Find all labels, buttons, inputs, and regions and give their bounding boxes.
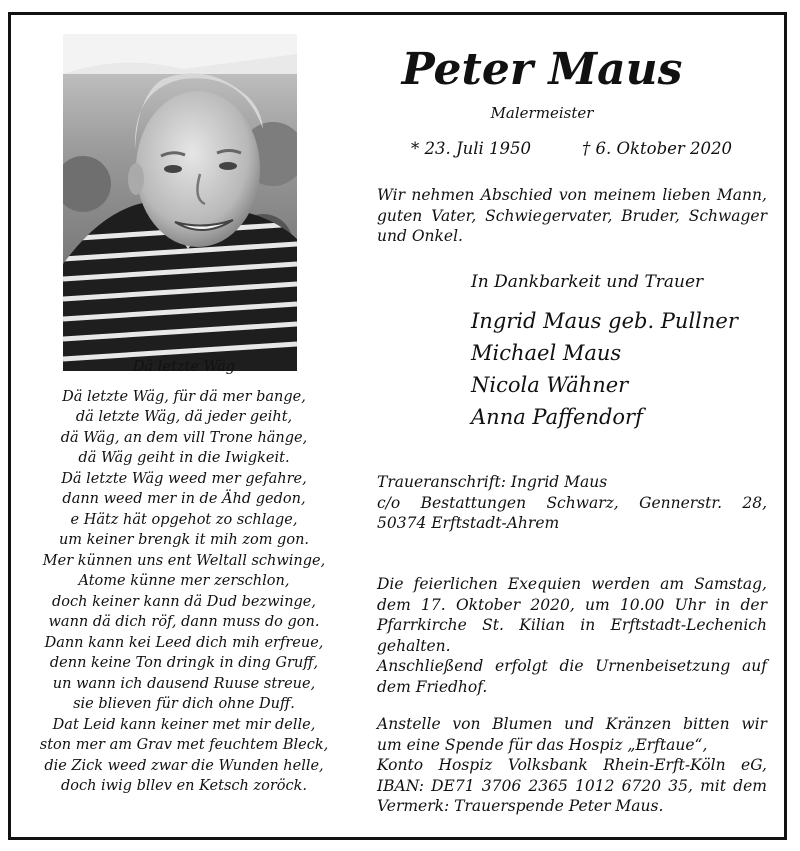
- funeral-service-text: [377, 574, 767, 697]
- word: eG,: [741, 756, 767, 774]
- word: Schwager: [688, 206, 767, 225]
- poem-line: e Hätz hät opgehot zo schlage,: [70, 511, 298, 528]
- poem-line: Dä letzte Wäg weed mer gefahre,: [61, 470, 307, 487]
- word: Blumen: [492, 715, 553, 733]
- service-line: gehalten.: [377, 636, 451, 655]
- word: von: [558, 186, 587, 204]
- word: Wir: [377, 186, 406, 204]
- word: die: [559, 657, 584, 675]
- word: guten: [377, 206, 423, 225]
- word: 10.00: [619, 595, 665, 614]
- poem-line: sie blieven für dich ohne Duff.: [73, 696, 295, 712]
- word: Hospiz: [438, 756, 493, 774]
- word: werden: [591, 575, 651, 593]
- word: am: [660, 575, 685, 593]
- poem-line: denn keine Ton dringk in ding Gruff,: [49, 655, 319, 671]
- service-line: [377, 615, 767, 636]
- farewell-line: [377, 185, 767, 206]
- word: 28,: [742, 493, 767, 512]
- word: Kränzen: [605, 715, 672, 733]
- poem: [20, 357, 348, 797]
- address-line: [377, 493, 767, 514]
- poem-line: dä Wäg geiht in die Iwigkeit.: [78, 450, 290, 466]
- word: Rhein-Erft-Köln: [603, 756, 726, 774]
- word: Exequien: [507, 575, 582, 593]
- word: der: [740, 595, 767, 614]
- word: c/o: [377, 493, 401, 512]
- poem-line: Dann kann kei Leed dich mih erfreue,: [44, 634, 324, 651]
- poem-line: dann weed mer in de Ähd gedon,: [62, 491, 306, 507]
- farewell-line: [377, 206, 767, 227]
- service-line: [377, 574, 767, 595]
- word: lieben: [662, 186, 711, 204]
- word: feierlichen: [413, 575, 498, 593]
- word: 17.: [421, 595, 446, 614]
- poem-line: un wann ich dausend Ruuse streue,: [52, 675, 316, 692]
- word: 2020,: [530, 595, 575, 614]
- poem-line: ston mer am Grav met feuchtem Bleck,: [39, 737, 329, 753]
- word: DE71: [431, 776, 475, 795]
- poem-line: Dä letzte Wäg, für dä mer bange,: [62, 388, 306, 405]
- poem-line: Mer künnen uns ent Weltall schwinge,: [42, 552, 326, 569]
- word: Erftstadt-Lechenich: [610, 616, 767, 634]
- mourners-list: [471, 305, 738, 433]
- donation-line: um eine Spende für das Hospiz „Erftaue“,: [377, 735, 708, 754]
- word: 6720: [621, 776, 662, 795]
- word: Samstag,: [694, 575, 767, 593]
- word: erfolgt: [495, 657, 548, 675]
- service-line: dem Friedhof.: [377, 677, 488, 696]
- word: Bestattungen: [420, 493, 527, 512]
- word: 2365: [528, 776, 568, 795]
- address-line: 50374 Erftstadt-Ahrem: [377, 514, 560, 532]
- death-date: † 6. Oktober 2020: [582, 139, 733, 158]
- mourner-name: Nicola Wähner: [471, 373, 629, 397]
- deceased-name: Peter Maus: [401, 44, 683, 95]
- word: Anstelle: [377, 715, 441, 733]
- word: Mann,: [716, 186, 767, 204]
- word: und: [564, 715, 595, 733]
- word: in: [580, 616, 596, 634]
- word: dem: [733, 776, 767, 795]
- word: um: [585, 595, 610, 614]
- poem-line: um keiner brengk it mih zom gon.: [58, 532, 310, 548]
- word: Konto: [377, 756, 424, 774]
- word: Anschließend: [377, 657, 484, 675]
- farewell-line: und Onkel.: [377, 227, 463, 245]
- poem-line: die Zick weed zwar die Wunden helle,: [44, 757, 324, 774]
- mourner-name: Michael Maus: [471, 341, 622, 365]
- word: Schwiegervater,: [485, 206, 613, 225]
- word: von: [452, 715, 481, 733]
- service-line: [377, 656, 767, 677]
- word: meinem: [593, 186, 657, 204]
- word: auf: [741, 657, 767, 675]
- word: 35,: [668, 776, 693, 795]
- word: nehmen: [411, 186, 475, 204]
- word: in: [715, 595, 731, 614]
- poem-line: dä letzte Wäg, dä jeder geiht,: [75, 409, 293, 425]
- word: bitten: [683, 715, 730, 733]
- word: Gennerstr.: [639, 493, 722, 512]
- word: Abschied: [480, 186, 553, 204]
- word: Oktober: [455, 595, 521, 614]
- word: Bruder,: [621, 206, 680, 225]
- word: 1012: [575, 776, 615, 795]
- profession: Malermeister: [490, 104, 594, 122]
- poem-line: wann dä dich röf, dann muss do gon.: [48, 614, 320, 630]
- farewell-text: [377, 185, 767, 247]
- word: IBAN:: [377, 776, 424, 795]
- service-line: [377, 595, 767, 616]
- donation-line: [377, 776, 767, 797]
- word: 3706: [481, 776, 522, 795]
- poem-line: doch iwig bllev en Ketsch zoröck.: [60, 778, 308, 794]
- poem-line: doch keiner kann dä Dud bezwinge,: [51, 593, 317, 610]
- mourner-name: Ingrid Maus geb. Pullner: [471, 309, 738, 333]
- word: Pfarrkirche: [377, 616, 467, 634]
- donation-line: Vermerk: Trauerspende Peter Maus.: [377, 797, 664, 815]
- word: Kilian: [519, 616, 565, 634]
- donation-text: [377, 714, 767, 817]
- word: Schwarz,: [546, 493, 619, 512]
- word: Urnenbeisetzung: [595, 657, 731, 675]
- poem-title: Dä letzte Wäg: [132, 359, 236, 375]
- portrait-photo: [63, 34, 297, 371]
- poem-line: dä Wäg, an dem vill Trone hänge,: [60, 429, 308, 446]
- thanks-line: In Dankbarkeit und Trauer: [471, 272, 704, 292]
- word: Volksbank: [507, 756, 588, 774]
- mourning-address: [377, 472, 767, 534]
- poem-lines: [20, 387, 348, 797]
- word: wir: [741, 715, 767, 733]
- word: Uhr: [674, 595, 706, 614]
- donation-line: [377, 755, 767, 776]
- word: dem: [377, 595, 411, 614]
- address-line: Traueranschrift: Ingrid Maus: [377, 473, 608, 491]
- word: mit: [700, 776, 726, 795]
- word: St.: [482, 616, 504, 634]
- word: Die: [377, 575, 404, 593]
- word: Vater,: [431, 206, 477, 225]
- birth-date: * 23. Juli 1950: [411, 139, 532, 158]
- donation-line: [377, 714, 767, 735]
- poem-line: Atome künne mer zerschlon,: [78, 573, 290, 589]
- poem-line: Dat Leid kann keiner met mir delle,: [52, 716, 316, 733]
- mourner-name: Anna Paffendorf: [471, 405, 643, 429]
